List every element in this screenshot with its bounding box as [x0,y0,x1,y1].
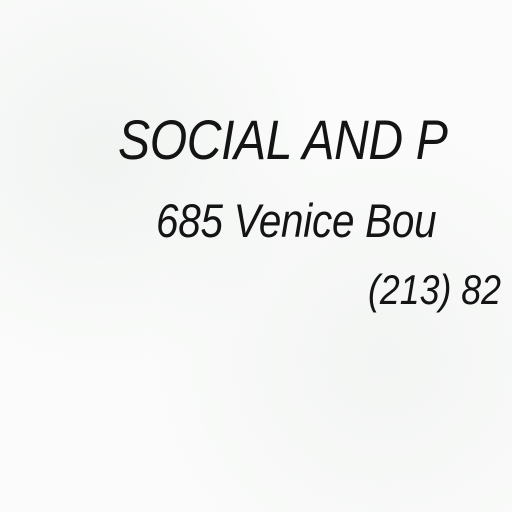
phone-number: (213) 82 [368,266,501,313]
organization-name: SOCIAL AND P [118,108,448,171]
address-line: 685 Venice Bou [156,194,437,247]
